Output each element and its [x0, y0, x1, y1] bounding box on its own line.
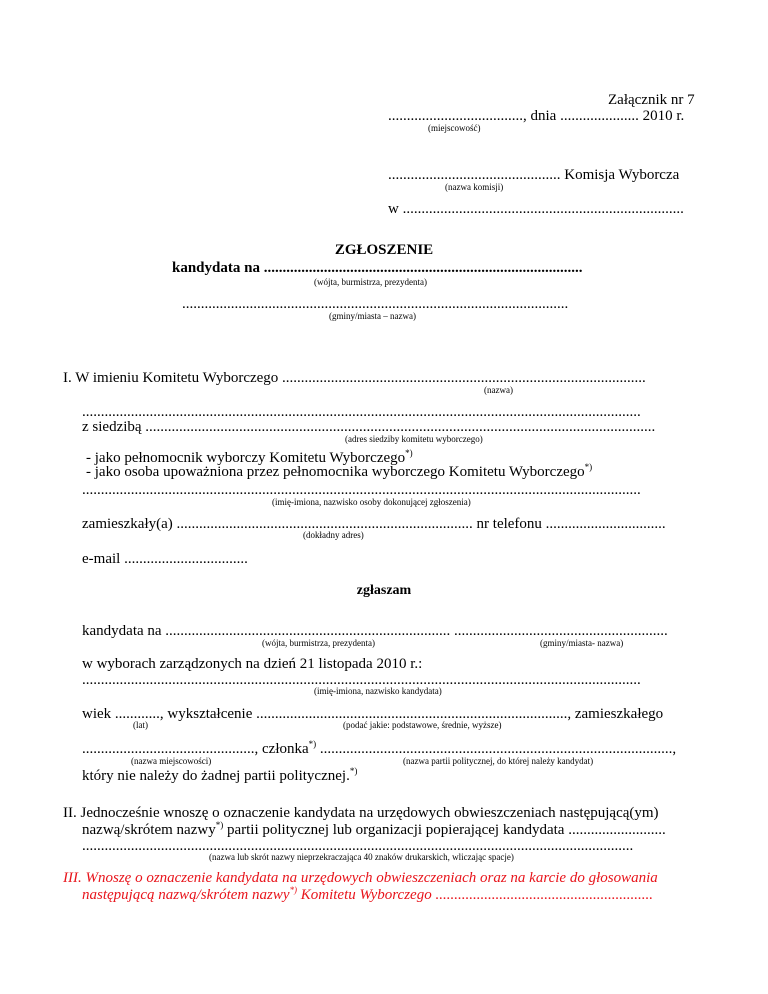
form-title: ZGŁOSZENIE: [334, 242, 434, 258]
locality-party-line-b: ..............................................................................................,: [316, 741, 677, 757]
committee-line[interactable]: I. W imieniu Komitetu Wyborczego .................................................................................................: [63, 370, 646, 386]
candidate-office-caption-2: (wójta, burmistrza, prezydenta): [262, 638, 375, 648]
section2-footnote-mark: *): [215, 820, 224, 830]
option-proxy-footnote-mark: *): [405, 448, 413, 458]
section3-line1: III. Wnoszę o oznaczenie kandydata na urzędowych obwieszczeniach oraz na karcie do głosowania: [63, 870, 658, 886]
option-authorized-label: - jako osoba upoważniona przez pełnomocnika wyborczego Komitetu Wyborczego: [86, 464, 585, 480]
place-date-line[interactable]: ...................................., dnia ..................... 2010 r.: [388, 108, 685, 124]
commission-caption: (nazwa komisji): [445, 182, 504, 192]
candidate-municipality-caption: (gminy/miasta- nazwa): [540, 638, 624, 648]
email-line[interactable]: e-mail .................................: [82, 551, 248, 567]
candidate-line[interactable]: kandydata na ............................................................................ .........................................................: [82, 623, 668, 639]
option-authorized[interactable]: [86, 464, 592, 481]
age-education-line[interactable]: wiek ............, wykształcenie ..................................................................................., zamieszkałego: [82, 706, 664, 722]
candidate-name-line[interactable]: .....................................................................................................................................................: [82, 672, 641, 688]
section3-line2-b: Komitetu Wyborczego ..........................................................: [297, 887, 653, 903]
commission-location-line[interactable]: w ...........................................................................: [388, 201, 684, 217]
commission-line[interactable]: .............................................. Komisja Wyborcza: [388, 167, 680, 183]
committee-caption: (nazwa): [484, 385, 513, 395]
section3-line2-a: następującą nazwą/skrótem nazwy: [82, 887, 290, 903]
section2-line2-a: nazwą/skrótem nazwy: [82, 822, 216, 838]
section2-line2[interactable]: [82, 822, 666, 839]
municipality-caption: (gminy/miasta – nazwa): [329, 311, 416, 321]
section2-line1: II. Jednocześnie wnoszę o oznaczenie kandydata na urzędowych obwieszczeniach następującą(ym): [63, 805, 659, 821]
election-date-text: w wyborach zarządzonych na dzień 21 listopada 2010 r.:: [82, 656, 423, 672]
education-caption: (podać jakie: podstawowe, średnie, wyższe): [343, 720, 502, 730]
non-member-label: który nie należy do żadnej partii politycznej.: [82, 768, 350, 784]
reporting-person-caption: (imię-imiona, nazwisko osoby dokonującej zgłoszenia): [272, 497, 471, 507]
non-member-footnote-mark: *): [349, 766, 358, 776]
address-caption: (dokładny adres): [303, 530, 364, 540]
reporting-person-line[interactable]: .....................................................................................................................................................: [82, 482, 641, 498]
section3-line2[interactable]: [82, 887, 653, 904]
section2-name-line[interactable]: ...................................................................................................................................................: [82, 838, 634, 854]
age-caption: (lat): [133, 720, 148, 730]
non-member-option[interactable]: [82, 768, 357, 785]
member-footnote-mark: *): [308, 739, 317, 749]
locality-caption: (nazwa miejscowości): [131, 756, 212, 766]
section2-caption: (nazwa lub skrót nazwy nieprzekraczająca 40 znaków drukarskich, wliczając spacje): [209, 852, 514, 862]
option-authorized-footnote-mark: *): [584, 462, 593, 472]
section3-footnote-mark: *): [289, 885, 297, 895]
locality-party-line-a: .............................................., członka: [82, 741, 309, 757]
seat-caption: (adres siedziby komitetu wyborczego): [345, 434, 483, 444]
candidate-name-caption: (imię-imiona, nazwisko kandydata): [314, 686, 442, 696]
municipality-line[interactable]: .......................................................................................................: [182, 296, 569, 312]
attachment-label: Załącznik nr 7: [608, 92, 695, 108]
address-phone-line[interactable]: zamieszkały(a) ............................................................................... nr telefonu ................................: [82, 516, 666, 532]
candidate-office-line[interactable]: kandydata na .....................................................................................: [172, 260, 583, 276]
candidate-office-caption: (wójta, burmistrza, prezydenta): [314, 277, 427, 287]
committee-name-continuation[interactable]: .....................................................................................................................................................: [82, 404, 641, 420]
section2-line2-b: partii politycznej lub organizacji popierającej kandydata ..........................: [223, 822, 666, 838]
seat-line[interactable]: z siedzibą ........................................................................................................................................: [82, 419, 656, 435]
option-proxy-label: - jako pełnomocnik wyborczy Komitetu Wyborczego: [86, 450, 406, 466]
party-caption: (nazwa partii politycznej, do której należy kandydat): [403, 756, 594, 766]
report-heading: zgłaszam: [356, 583, 412, 598]
place-caption: (miejscowość): [428, 123, 481, 133]
